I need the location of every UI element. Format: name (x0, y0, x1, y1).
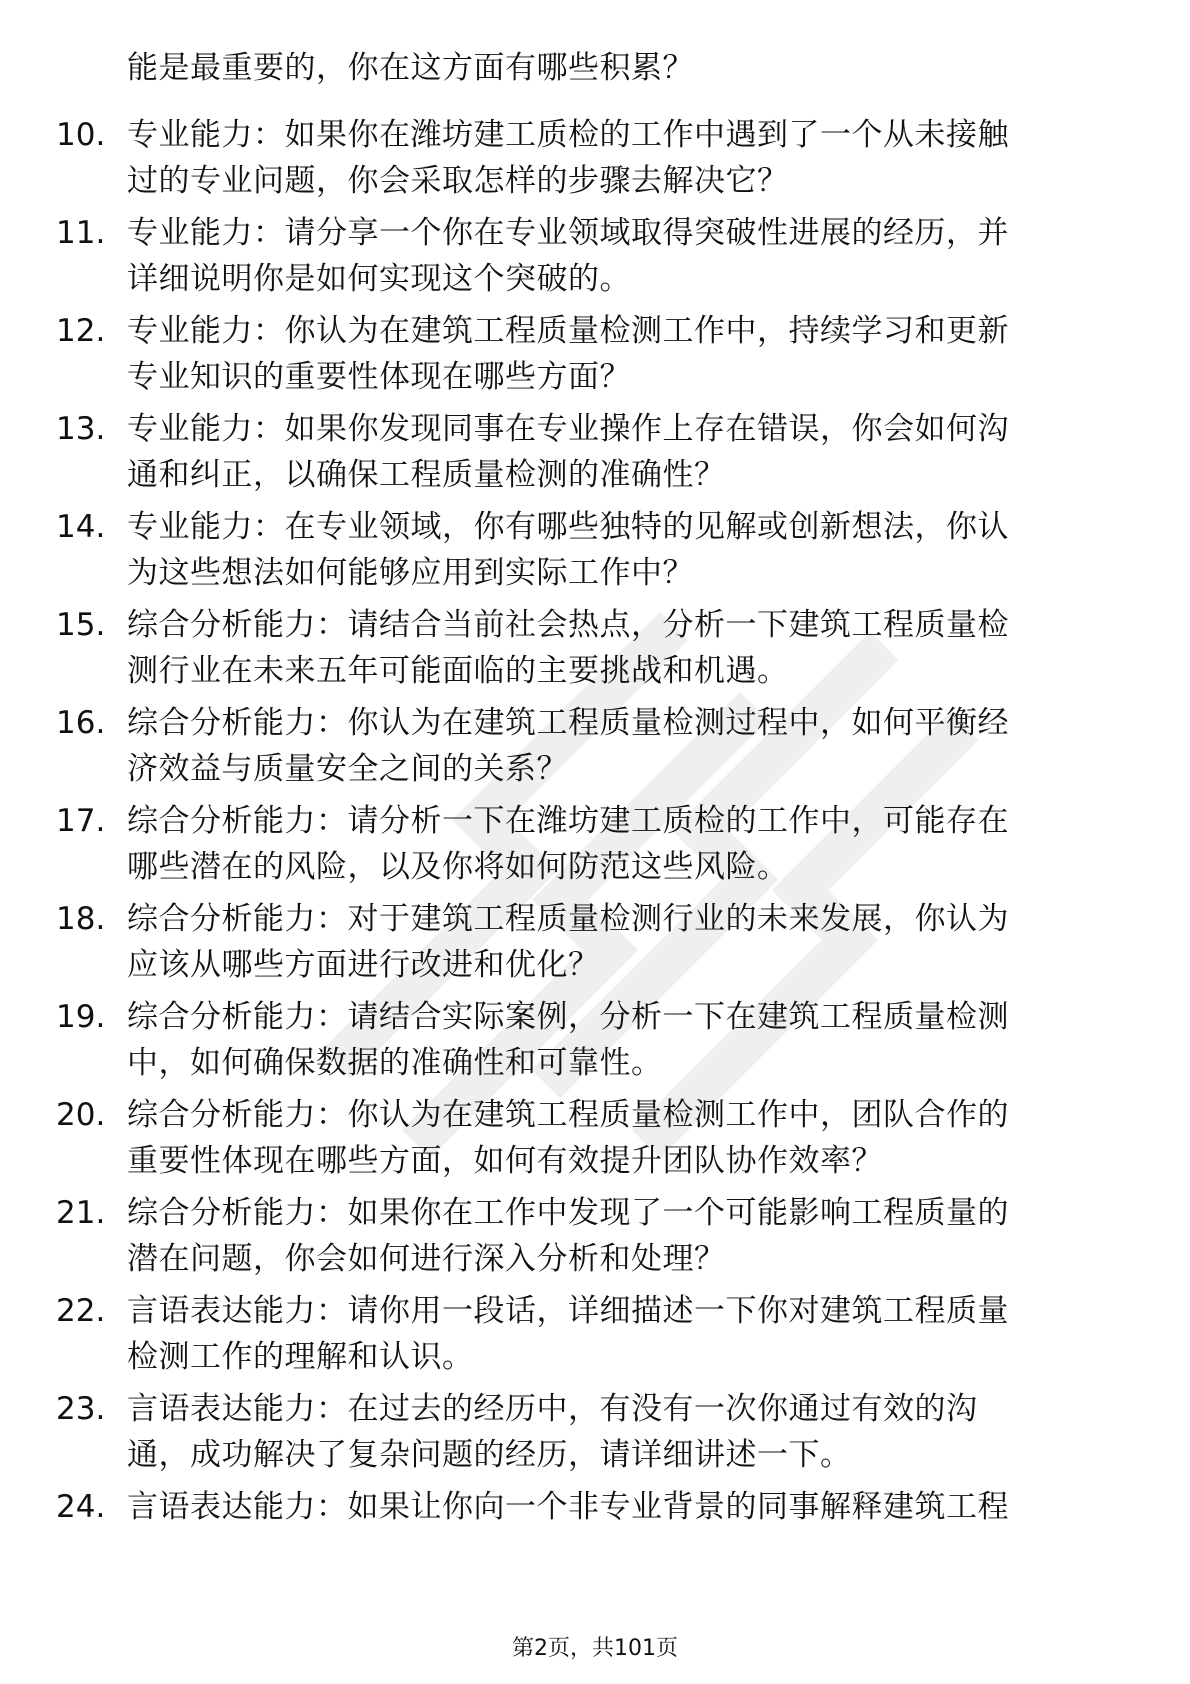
question-number: 20. (56, 1097, 106, 1133)
question-number: 17. (56, 803, 106, 839)
question-item (0, 898, 1190, 996)
question-text-line: 专业能力：在专业领域，你有哪些独特的见解或创新想法，你认 (127, 509, 1009, 545)
continued-question-text: 能是最重要的，你在这方面有哪些积累？ (127, 50, 694, 86)
question-number: 21. (56, 1195, 106, 1231)
question-text-line: 专业能力：请分享一个你在专业领域取得突破性进展的经历，并 (127, 215, 1009, 251)
question-text-line: 综合分析能力：请分析一下在潍坊建工质检的工作中，可能存在 (127, 803, 1009, 839)
question-text-line: 济效益与质量安全之间的关系？ (127, 751, 568, 787)
question-item (0, 1192, 1190, 1290)
question-item (0, 1486, 1190, 1584)
question-item (0, 1388, 1190, 1486)
question-item (0, 702, 1190, 800)
question-text-line: 过的专业问题，你会采取怎样的步骤去解决它？ (127, 163, 789, 199)
question-text-line: 综合分析能力：如果你在工作中发现了一个可能影响工程质量的 (127, 1195, 1009, 1231)
question-text-line: 潜在问题，你会如何进行深入分析和处理？ (127, 1241, 726, 1277)
question-text-line: 综合分析能力：请结合实际案例，分析一下在建筑工程质量检测 (127, 999, 1009, 1035)
question-number: 12. (56, 313, 106, 349)
question-text-line: 通和纠正，以确保工程质量检测的准确性？ (127, 457, 726, 493)
question-number: 16. (56, 705, 106, 741)
question-text-line: 通，成功解决了复杂问题的经历，请详细讲述一下。 (127, 1437, 852, 1473)
question-text-line: 应该从哪些方面进行改进和优化？ (127, 947, 600, 983)
question-text-line: 言语表达能力：在过去的经历中，有没有一次你通过有效的沟 (127, 1391, 978, 1427)
question-number: 23. (56, 1391, 106, 1427)
question-text-line: 综合分析能力：你认为在建筑工程质量检测过程中，如何平衡经 (127, 705, 1009, 741)
question-list (0, 114, 1190, 1584)
question-number: 11. (56, 215, 106, 251)
question-item (0, 408, 1190, 506)
question-item (0, 1290, 1190, 1388)
question-item (0, 506, 1190, 604)
question-text-line: 专业能力：如果你发现同事在专业操作上存在错误，你会如何沟 (127, 411, 1009, 447)
question-text-line: 专业能力：如果你在潍坊建工质检的工作中遇到了一个从未接触 (127, 117, 1009, 153)
question-text-line: 测行业在未来五年可能面临的主要挑战和机遇。 (127, 653, 789, 689)
question-item (0, 114, 1190, 212)
question-item (0, 800, 1190, 898)
question-text-line: 专业知识的重要性体现在哪些方面？ (127, 359, 631, 395)
page-number-footer: 第2页，共101页 (512, 1636, 678, 1661)
question-text-line: 言语表达能力：如果让你向一个非专业背景的同事解释建筑工程 (127, 1489, 1009, 1525)
question-number: 19. (56, 999, 106, 1035)
question-text-line: 重要性体现在哪些方面，如何有效提升团队协作效率？ (127, 1143, 883, 1179)
question-number: 13. (56, 411, 106, 447)
question-number: 24. (56, 1489, 106, 1525)
question-text-line: 综合分析能力：请结合当前社会热点，分析一下建筑工程质量检 (127, 607, 1009, 643)
question-text-line: 专业能力：你认为在建筑工程质量检测工作中，持续学习和更新 (127, 313, 1009, 349)
question-number: 15. (56, 607, 106, 643)
question-item (0, 310, 1190, 408)
question-item (0, 1094, 1190, 1192)
question-text-line: 哪些潜在的风险，以及你将如何防范这些风险。 (127, 849, 789, 885)
question-number: 14. (56, 509, 106, 545)
question-text-line: 综合分析能力：你认为在建筑工程质量检测工作中，团队合作的 (127, 1097, 1009, 1133)
question-text-line: 中，如何确保数据的准确性和可靠性。 (127, 1045, 663, 1081)
question-number: 18. (56, 901, 106, 937)
question-number: 22. (56, 1293, 106, 1329)
question-text-line: 为这些想法如何能够应用到实际工作中？ (127, 555, 694, 591)
question-text-line: 详细说明你是如何实现这个突破的。 (127, 261, 631, 297)
question-item (0, 996, 1190, 1094)
question-number: 10. (56, 117, 106, 153)
question-text-line: 综合分析能力：对于建筑工程质量检测行业的未来发展，你认为 (127, 901, 1009, 937)
question-item (0, 604, 1190, 702)
question-item (0, 212, 1190, 310)
question-text-line: 检测工作的理解和认识。 (127, 1339, 474, 1375)
question-text-line: 言语表达能力：请你用一段话，详细描述一下你对建筑工程质量 (127, 1293, 1009, 1329)
